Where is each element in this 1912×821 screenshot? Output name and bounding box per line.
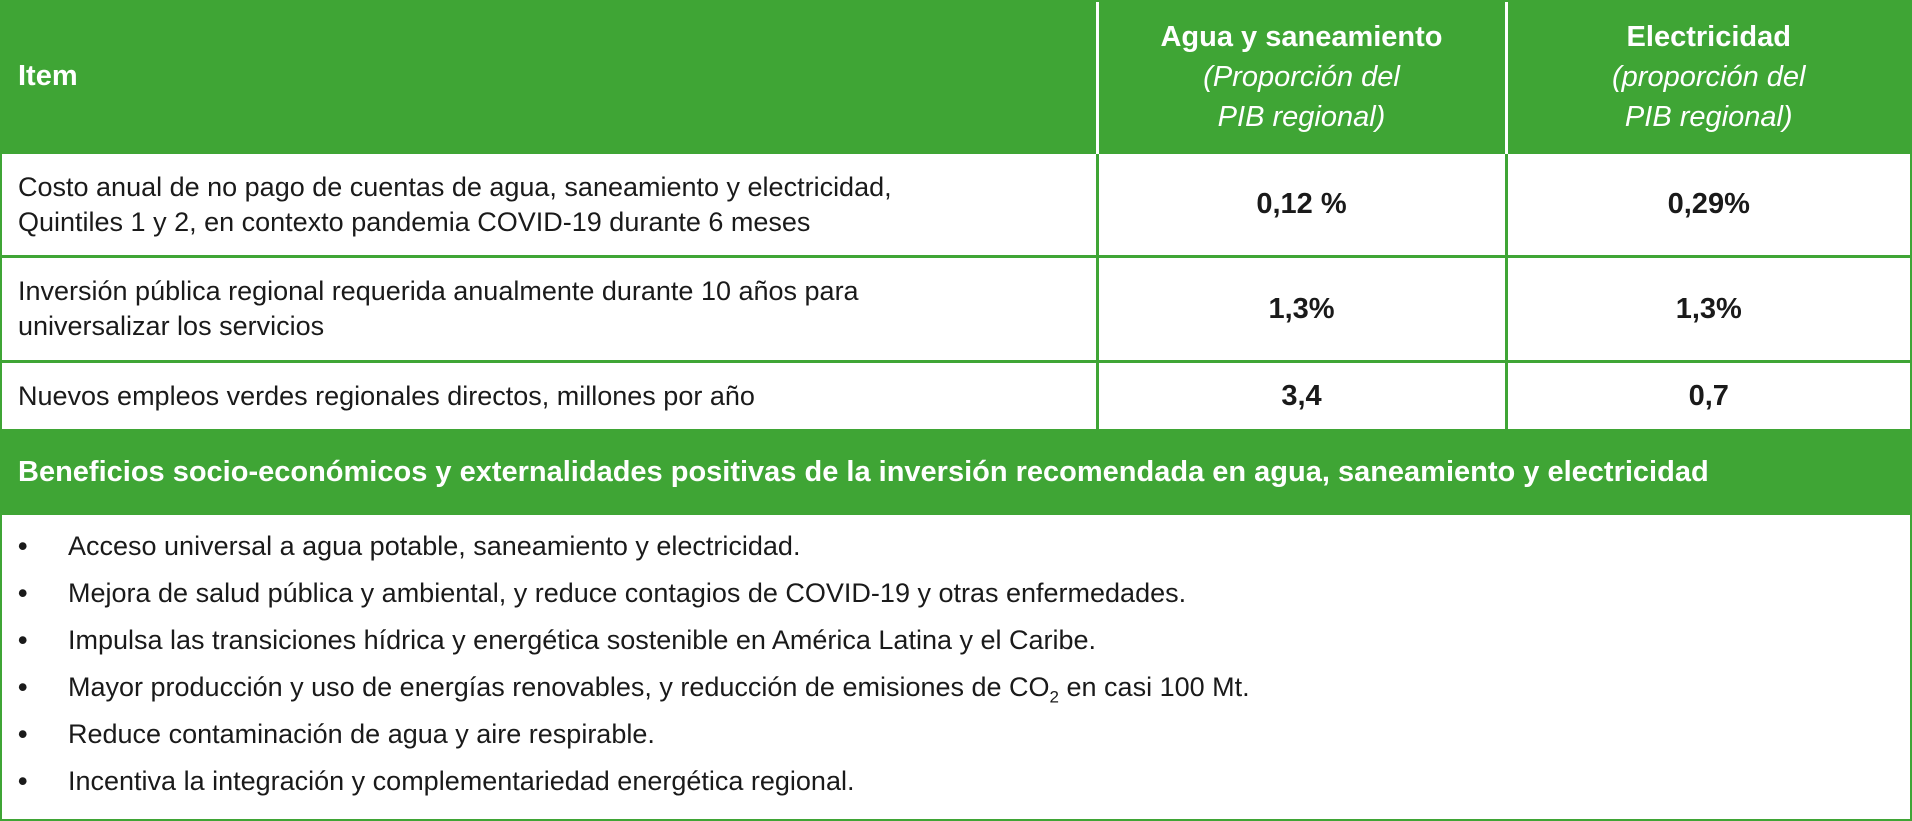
- benefit-text: Mejora de salud pública y ambiental, y reduce contagios de COVID-19 y otras enfermedades.: [68, 578, 1187, 608]
- row-item-text-line-2: universalizar los servicios: [18, 311, 325, 341]
- row-item-text-line-2: Quintiles 1 y 2, en contexto pandemia COVID-19 durante 6 meses: [18, 206, 811, 237]
- list-item: [2, 711, 1910, 758]
- benefit-text: Acceso universal a agua potable, saneamiento y electricidad.: [68, 531, 801, 561]
- row-electricity-value: 1,3%: [1506, 257, 1910, 362]
- header-electricity-subtitle-1: (proporción del: [1612, 60, 1806, 93]
- list-item: [2, 664, 1910, 711]
- header-electricity: [1506, 2, 1910, 153]
- list-item: [2, 523, 1910, 570]
- header-electricity-subtitle-2: PIB regional): [1624, 100, 1793, 133]
- row-item-cell: [2, 362, 1097, 430]
- bullet-icon: •: [18, 625, 28, 655]
- list-item: [2, 617, 1910, 664]
- co2-subscript: 2: [1049, 687, 1060, 707]
- list-item: [2, 758, 1910, 805]
- benefit-text: [68, 672, 1250, 707]
- bullet-icon: •: [18, 672, 28, 702]
- benefit-text-before: Mayor producción y uso de energías renovables, y reducción de emisiones de CO: [68, 672, 1050, 702]
- bullet-icon: •: [18, 719, 28, 749]
- benefit-text: Reduce contaminación de agua y aire respirable.: [68, 719, 655, 749]
- table-header-row: [2, 2, 1910, 153]
- cost-table: [2, 2, 1910, 429]
- row-water-value: 3,4: [1097, 362, 1506, 430]
- benefit-text-after: en casi 100 Mt.: [1059, 672, 1250, 702]
- table-row: [2, 257, 1910, 362]
- header-water: [1097, 2, 1506, 153]
- row-item-text-line-1: Costo anual de no pago de cuentas de agua, saneamiento y electricidad,: [18, 171, 892, 202]
- row-electricity-value: 0,29%: [1506, 153, 1910, 257]
- row-item-text-line-1: Inversión pública regional requerida anualmente durante 10 años para: [18, 276, 859, 306]
- header-water-subtitle-2: PIB regional): [1217, 100, 1386, 133]
- header-electricity-title: Electricidad: [1626, 20, 1791, 53]
- list-item: [2, 570, 1910, 617]
- table-row: [2, 362, 1910, 430]
- header-water-subtitle-1: (Proporción del: [1203, 60, 1400, 93]
- benefit-text: Incentiva la integración y complementariedad energética regional.: [68, 766, 855, 796]
- header-water-title: Agua y saneamiento: [1160, 20, 1443, 53]
- header-item: [2, 2, 1097, 153]
- row-item-cell: [2, 257, 1097, 362]
- benefits-heading: Beneficios socio-económicos y externalidades positivas de la inversión recomendada en agua, saneamiento y electricidad: [2, 429, 1910, 515]
- row-water-value: 0,12 %: [1097, 153, 1506, 257]
- row-water-value: 1,3%: [1097, 257, 1506, 362]
- bullet-icon: •: [18, 766, 28, 796]
- bullet-icon: •: [18, 531, 28, 561]
- benefit-text: Impulsa las transiciones hídrica y energética sostenible en América Latina y el Caribe.: [68, 625, 1097, 655]
- row-electricity-value: 0,7: [1506, 362, 1910, 430]
- bullet-icon: •: [18, 578, 28, 608]
- header-item-label: Item: [18, 60, 78, 92]
- row-item-text-line-1: Nuevos empleos verdes regionales directos, millones por año: [18, 380, 755, 411]
- benefits-list: [2, 515, 1910, 805]
- table-row: [2, 153, 1910, 257]
- row-item-cell: [2, 153, 1097, 257]
